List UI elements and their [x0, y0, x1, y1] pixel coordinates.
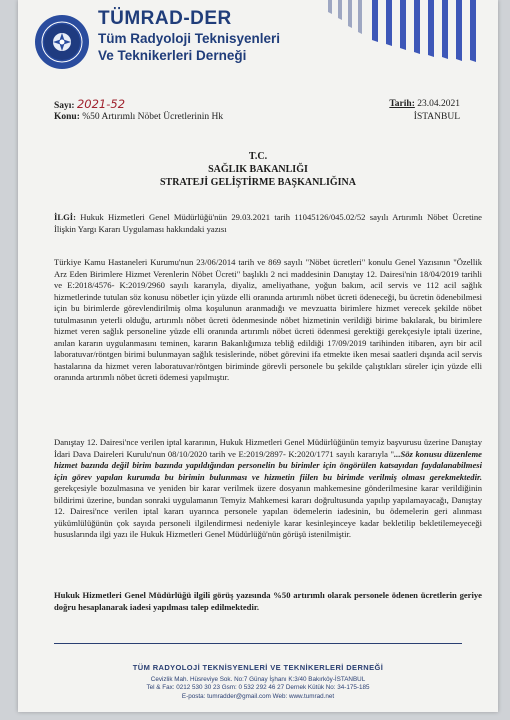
- organization-name-block: [98, 8, 280, 64]
- city: İSTANBUL: [413, 112, 460, 122]
- footer-organization-name: TÜM RADYOLOJİ TEKNİSYENLERİ VE TEKNİKERLERİ DERNEĞİ: [132, 662, 384, 672]
- ilgi-text: Hukuk Hizmetleri Genel Müdürlüğü'nün 29.03.2021 tarih 11045126/045.02/52 sayılı Artırımlı Nöbet Ücretine İlişkin Yargı Kararı Uygulaması hakkındaki yazısı: [54, 212, 482, 234]
- recipient-heading: [18, 150, 498, 189]
- paragraph-2-quote: ...Söz konusu düzenleme hizmet bazında değil birim bazında yapıldığından personelin bu birimler için öngörülen katsayıdan faydalanabilmesi için görev yapılan kurumda bu birimin bulunması ve hizmetin fiilen bu birimde verilmiş olması gerekmektedir.: [54, 448, 482, 482]
- footer-email-web: E-posta: tumradder@gmail.com Web: www.tumrad.net: [181, 693, 335, 701]
- paragraph-2-part-2: gerekçesiyle bozulmasına ve yeniden bir karar verilmek üzere dosyanın mahkemesine gönderilmesine karar verildiğinin bildirimi üzerine, bundan sonraki uygulamanın Temyiz Mahkemesi kararı doğrultusunda yapılıp yapılamayacağı, Danıştay 12. Dairesi'nce verilen iptal kararı uyarınca personele yapılan ödemelerin iadesinin, bu ödemelerin geri alınması yükümlülüğünün çok sayıda personeli ilgilendirmesi nedeniyle karar kesinleşinceye kadar bekletilip bekletilemeyeceği hususlarında ilgi yazı ile Hukuk Hizmetleri Genel Müdürlüğü'nün görüşü istenilmiştir.: [54, 483, 482, 539]
- reference-number-value: 2021-52: [76, 97, 126, 111]
- organization-name-line-2: Ve Teknikerleri Derneği: [98, 48, 247, 63]
- footer: [18, 664, 498, 702]
- ilgi-label: İLGİ:: [54, 212, 76, 222]
- footer-address: Cevizlik Mah. Hüsreviye Sok. No:7 Günay İşhanı K:3/40 Bakırköy-İSTANBUL: [150, 675, 366, 683]
- date-row: [389, 99, 460, 109]
- paragraph-2-part-1: Danıştay 12. Dairesi'nce verilen iptal kararının, Hukuk Hizmetleri Genel Müdürlüğünün temyiz başvurusu üzerine Danıştay İdari Dava Daireleri Kurulu'nun 08/10/2020 tarih ve E:2019/2897- K:2020/1771 sayılı kararıyla ": [54, 437, 482, 459]
- heading-tc: T.C.: [248, 151, 268, 162]
- footer-contact: Tel & Fax: 0212 530 30 23 Gsm: 0 532 292 46 27 Dernek Kütük No: 34-175-185: [146, 684, 370, 692]
- ilgi-paragraph: [54, 212, 482, 235]
- reference-number-row: [54, 97, 125, 111]
- subject-value: %50 Artırımlı Nöbet Ücretlerinin Hk: [82, 112, 224, 122]
- header-stripes-decoration: [328, 0, 480, 62]
- paragraph-3: [54, 590, 482, 613]
- date-label: Tarih:: [389, 99, 415, 109]
- reference-number-label: Sayı:: [54, 101, 75, 111]
- subject-row: [54, 112, 223, 122]
- letter-page: [18, 0, 498, 712]
- footer-divider: [54, 643, 462, 644]
- heading-ministry: SAĞLIK BAKANLIĞI: [208, 164, 308, 175]
- association-logo: [34, 14, 90, 70]
- organization-name-line-1: Tüm Radyoloji Teknisyenleri: [98, 31, 281, 46]
- paragraph-2: [54, 437, 482, 541]
- heading-department: STRATEJİ GELİŞTİRME BAŞKANLIĞINA: [160, 177, 356, 188]
- date-value: 23.04.2021: [417, 99, 460, 109]
- paragraph-3-text: Hukuk Hizmetleri Genel Müdürlüğü ilgili görüş yazısında %50 artırımlı olarak personele ödenen ücretlerin geriye doğru hesaplanarak iadesi yapılması talep edilmektedir.: [54, 590, 482, 612]
- subject-label: Konu:: [54, 112, 80, 122]
- paragraph-1: [54, 257, 482, 384]
- paragraph-1-text: Türkiye Kamu Hastaneleri Kurumu'nun 23/06/2014 tarih ve 869 sayılı "Nöbet ücretleri" konulu Genel Yazısının "Özellik Arz Eden Birimlere Hizmet Verenlerin Nöbet Ücreti" başlıklı 2 nci maddesinin Danıştay 12. Dairesi'nin 18/04/2019 tarihli ve E:2018/4576- K:2019/2960 sayılı kararıyla, diyaliz, ameliyathane, yoğun bakım, acil servis ve 112 acil sağlık hizmetlerinde tutulan söz konusu nöbetler için yüzde elli oranında artırımlı nöbet ücreti ödeneceği, bu ücretin ödenebilmesi için bu birimlerde görevlendirilmiş olma koşulunun aranmadığı ve mevzuatta birimlere hizmet verecek şekilde nöbet tutulmasının yeterli olduğu, artırımlı nöbet ücreti ödenmesinde nöbet hizmetinin verildiği birime bakılarak, bu birimlere hizmet veren sağlık personeline yüzde elli oranında artırımlı nöbet ücreti ödenmesi gerektiği gerekçesiyle iptali üzerine, anılan kararın uygulanmasını teminen, kararın Bakanlığımıza tebliğ edildiği 17/09/2019 tarihinden itibaren, ayrı bir acil laboratuvar/röntgen birimi bulunmayan sağlık tesislerinde, nöbet görevini ifa etmekte iken mesai saatleri dışında acil servis hastalarına da hizmet veren laboratuvar/röntgen biriminde görevli personele bu şekilde çalıştıkları süreler için yüzde elli oranında artırımlı nöbet ücreti ödemesi yapılmıştır.: [54, 257, 482, 382]
- organization-acronym: TÜMRAD-DER: [98, 8, 232, 29]
